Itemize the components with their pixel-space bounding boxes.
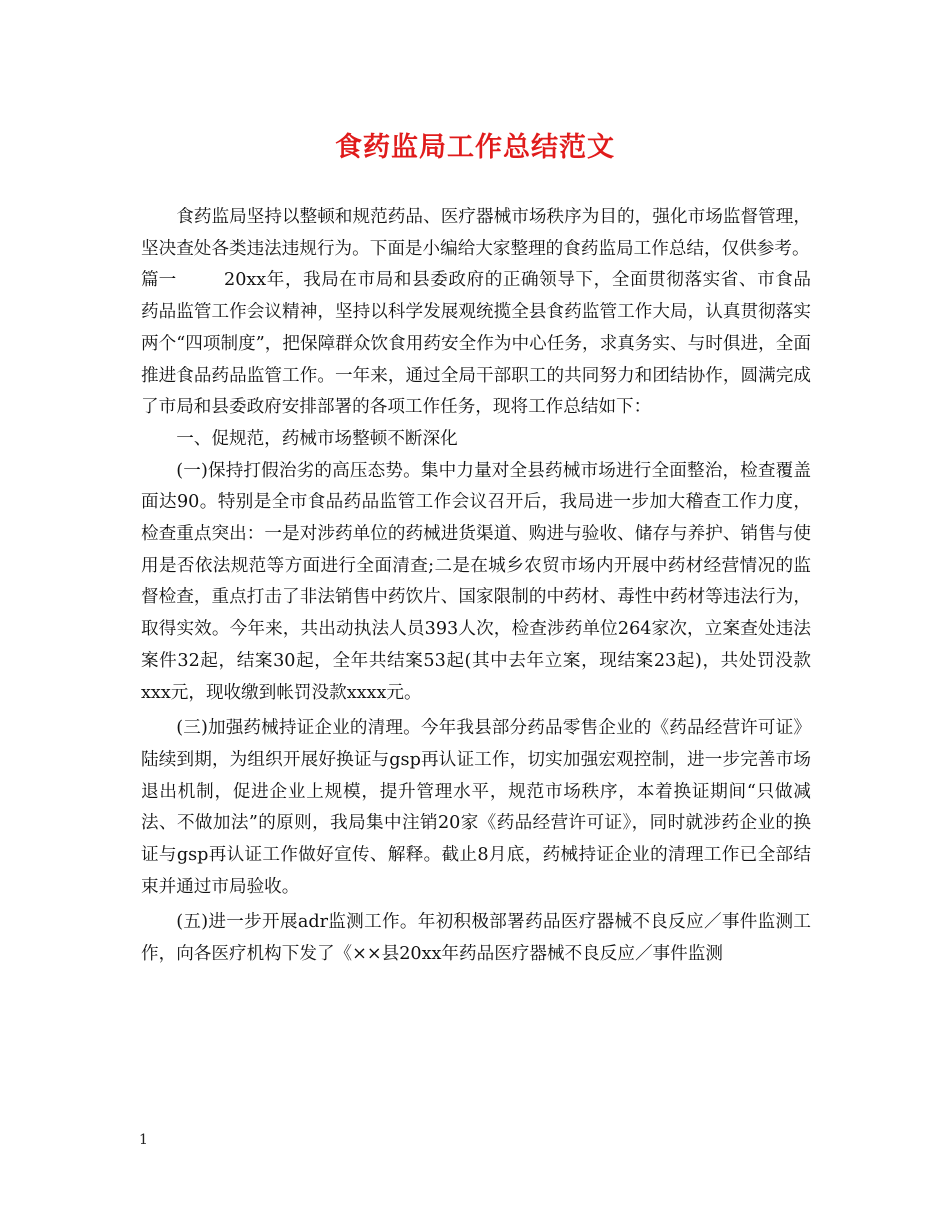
document-body bbox=[141, 202, 811, 971]
document-title: 食药监局工作总结范文 bbox=[335, 132, 615, 163]
paragraph-three: (三)加强药械持证企业的清理。今年我县部分药品零售企业的《药品经营许可证》陆续到期，为组织开展好换证与gsp再认证工作，切实加强宏观控制，进一步完善市场退出机制，促进企业上规模，提升管理水平，规范市场秩序，本着换证期间“只做减法、不做加法”的原则，我局集中注销20家《药品经营许可证》，同时就涉药企业的换证与gsp再认证工作做好宣传、解释。截止8月底，药械持证企业的清理工作已全部结束并通过市局验收。 bbox=[141, 718, 811, 897]
paragraph-one: (一)保持打假治劣的高压态势。集中力量对全县药械市场进行全面整治，检查覆盖面达90。特别是全市食品药品监管工作会议召开后，我局进一步加大稽查工作力度，检查重点突出：一是对涉药单位的药械进货渠道、购进与验收、储存与养护、销售与使用是否依法规范等方面进行全面清查;二是在城乡农贸市场内开展中药材经营情况的监督检查，重点打击了非法销售中药饮片、国家限制的中药材、毒性中药材等违法行为，取得实效。今年来，共出动执法人员393人次，检查涉药单位264家次，立案查处违法案件32起，结案30起，全年共结案53起(其中去年立案，现结案23起)，共处罚没款xxx元，现收缴到帐罚没款xxxx元。 bbox=[141, 460, 811, 703]
section-label: 篇一 bbox=[141, 270, 177, 291]
paragraph-five: (五)进一步开展adr监测工作。年初积极部署药品医疗器械不良反应／事件监测工作，向各医疗机构下发了《××县20xx年药品医疗器械不良反应／事件监测 bbox=[141, 912, 811, 965]
section-text: 20xx年，我局在市局和县委政府的正确领导下，全面贯彻落实省、市食品药品监管工作会议精神，坚持以科学发展观统揽全县食药监管工作大局，认真贯彻落实两个“四项制度”，把保障群众饮食用药安全作为中心任务，求真务实、与时俱进，全面推进食品药品监管工作。一年来，通过全局干部职工的共同努力和团结协作，圆满完成了市局和县委政府安排部署的各项工作任务，现将工作总结如下： bbox=[141, 270, 811, 418]
intro-paragraph: 食药监局坚持以整顿和规范药品、医疗器械市场秩序为目的，强化市场监督管理，坚决查处各类违法违规行为。下面是小编给大家整理的食药监局工作总结，仅供参考。 bbox=[141, 207, 811, 259]
heading-one: 一、促规范，药械市场整顿不断深化 bbox=[176, 428, 458, 449]
section-paragraph bbox=[141, 265, 811, 424]
page-number: 1 bbox=[139, 1132, 148, 1148]
